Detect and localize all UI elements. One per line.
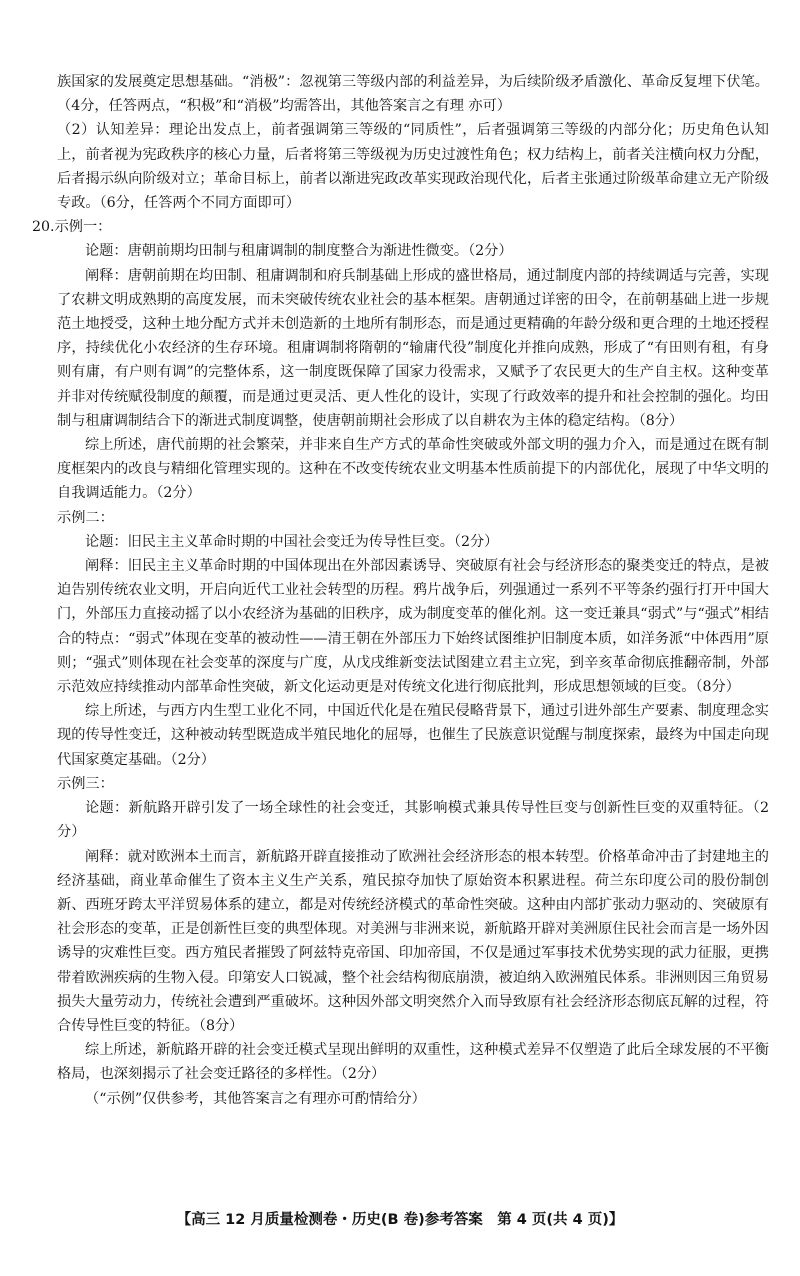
example3-body: 阐释：就对欧洲本土而言，新航路开辟直接推动了欧洲社会经济形态的根本转型。价格革命冲击了封建地主的经济基础，商业革命催生了资本主义生产关系，殖民掠夺加快了原始资本积累进程。荷兰东印度公司的股份制创新、西班牙跨太平洋贸易体系的建立，都是对传统经济模式的革命性突破。这种由内部扩张动力驱动的、突破原有社会形态的变革，正是创新性巨变的典型体现。对美洲与非洲来说，新航路开辟对美洲原住民社会而言是一场外因诱导的灾难性巨变。西方殖民者摧毁了阿兹特克帝国、印加帝国，不仅是通过军事技术优势实现的武力征服，更携带着欧洲疾病的生物入侵。印第安人口锐减，整个社会结构彻底崩溃，被迫纳入欧洲殖民体系。非洲则因三角贸易损失大量劳动力，传统社会遭到严重破坏。这种因外部文明突然介入而导致原有社会经济形态彻底瓦解的过程，符合传导性巨变的特征。（8分） — [57, 848, 769, 1034]
grading-note: （“示例”仅供参考，其他答案言之有理亦可酌情给分） — [85, 1090, 426, 1107]
example1-body: 阐释：唐朝前期在均田制、租庸调制和府兵制基础上形成的盛世格局，通过制度内部的持续调适与完善，实现了农耕文明成熟期的高度发展，而未突破传统农业社会的基本框架。唐朝通过详密的田令，在前朝基础上进一步规范土地授受，这种土地分配方式并未创造新的土地所有制形态，而是通过更精确的年龄分级和更合理的土地还授程序，持续优化小农经济的生存环境。租庸调制将隋朝的“输庸代役”制度化并推向成熟，形成了“有田则有租，有身则有庸，有户则有调”的完整体系，这一制度既保障了国家力役需求，又赋予了农民更大的生产自主权。这种变革并非对传统赋役制度的颠覆，而是通过更灵活、更人性化的设计，实现了行政效率的提升和社会控制的强化。均田制与租庸调制结合下的渐进式制度调整，使唐朝前期社会形成了以自耕农为主体的稳定结构。（8分） — [57, 267, 769, 429]
example2-summary: 综上所述，与西方内生型工业化不同，中国近代化是在殖民侵略背景下，通过引进外部生产要素、制度理念实现的传导性变迁，这种被动转型既造成半殖民地化的屈辱，也催生了民族意识觉醒与制度探索，最终为中国走向现代国家奠定基础。（2分） — [57, 703, 769, 768]
question-20-label: 20.示例一： — [32, 219, 112, 236]
example2-label: 示例二： — [57, 509, 114, 526]
answer-content — [32, 70, 769, 1111]
example3-label: 示例三： — [57, 775, 114, 792]
paragraph-continuation: 族国家的发展奠定思想基础。“消极”：忽视第三等级内部的利益差异，为后续阶级矛盾激化、革命反复埋下伏笔。（4分，任答两点，“积极”和“消极”均需答出，其他答案言之有理 亦可） — [57, 74, 769, 115]
page-footer: 【高三 12 月质量检测卷・历史(B 卷)参考答案 第 4 页(共 4 页)】 — [176, 1212, 624, 1228]
example1-thesis: 论题：唐朝前期均田制与租庸调制的制度整合为渐进性微变。（2分） — [85, 243, 513, 260]
example3-thesis: 论题：新航路开辟引发了一场全球性的社会变迁，其影响模式兼具传导性巨变与创新性巨变的双重特征。（2分） — [57, 800, 769, 841]
example1-summary: 综上所述，唐代前期的社会繁荣，并非来自生产方式的革命性突破或外部文明的强力介入，而是通过在既有制度框架内的改良与精细化管理实现的。这种在不改变传统农业文明基本性质前提下的内部优化，展现了中华文明的自我调适能力。（2分） — [57, 437, 769, 502]
paragraph-q2-answer: （2）认知差异：理论出发点上，前者强调第三等级的“同质性”，后者强调第三等级的内部分化；历史角色认知上，前者视为宪政秩序的核心力量，后者将第三等级视为历史过渡性角色；权力结构上，前者关注横向权力分配，后者揭示纵向阶级对立；革命目标上，前者以渐进宪政改革实现政治现代化，后者主张通过阶级革命建立无产阶级专政。（6分，任答两个不同方面即可） — [57, 122, 769, 212]
example3-summary: 综上所述，新航路开辟的社会变迁模式呈现出鲜明的双重性，这种模式差异不仅塑造了此后全球发展的不平衡格局，也深刻揭示了社会变迁路径的多样性。（2分） — [57, 1042, 769, 1083]
example2-thesis: 论题：旧民主主义革命时期的中国社会变迁为传导性巨变。（2分） — [85, 533, 499, 550]
example2-body: 阐释：旧民主主义革命时期的中国体现出在外部因素诱导、突破原有社会与经济形态的聚类变迁的特点，是被迫告别传统农业文明，开启向近代工业社会转型的历程。鸦片战争后，列强通过一系列不平等条约强行打开中国大门，外部压力直接动摇了以小农经济为基础的旧秩序，成为制度变革的催化剂。这一变迁兼具“弱式”与“强式”相结合的特点：“弱式”体现在变革的被动性——清王朝在外部压力下始终试图维护旧制度本质，如洋务派“中体西用”原则；“强式”则体现在社会变革的深度与广度，从戊戌维新变法试图建立君主立宪，到辛亥革命彻底推翻帝制，外部示范效应持续推动内部革命性突破，新文化运动更是对传统文化进行彻底批判，形成思想领域的巨变。（8分） — [57, 558, 769, 696]
